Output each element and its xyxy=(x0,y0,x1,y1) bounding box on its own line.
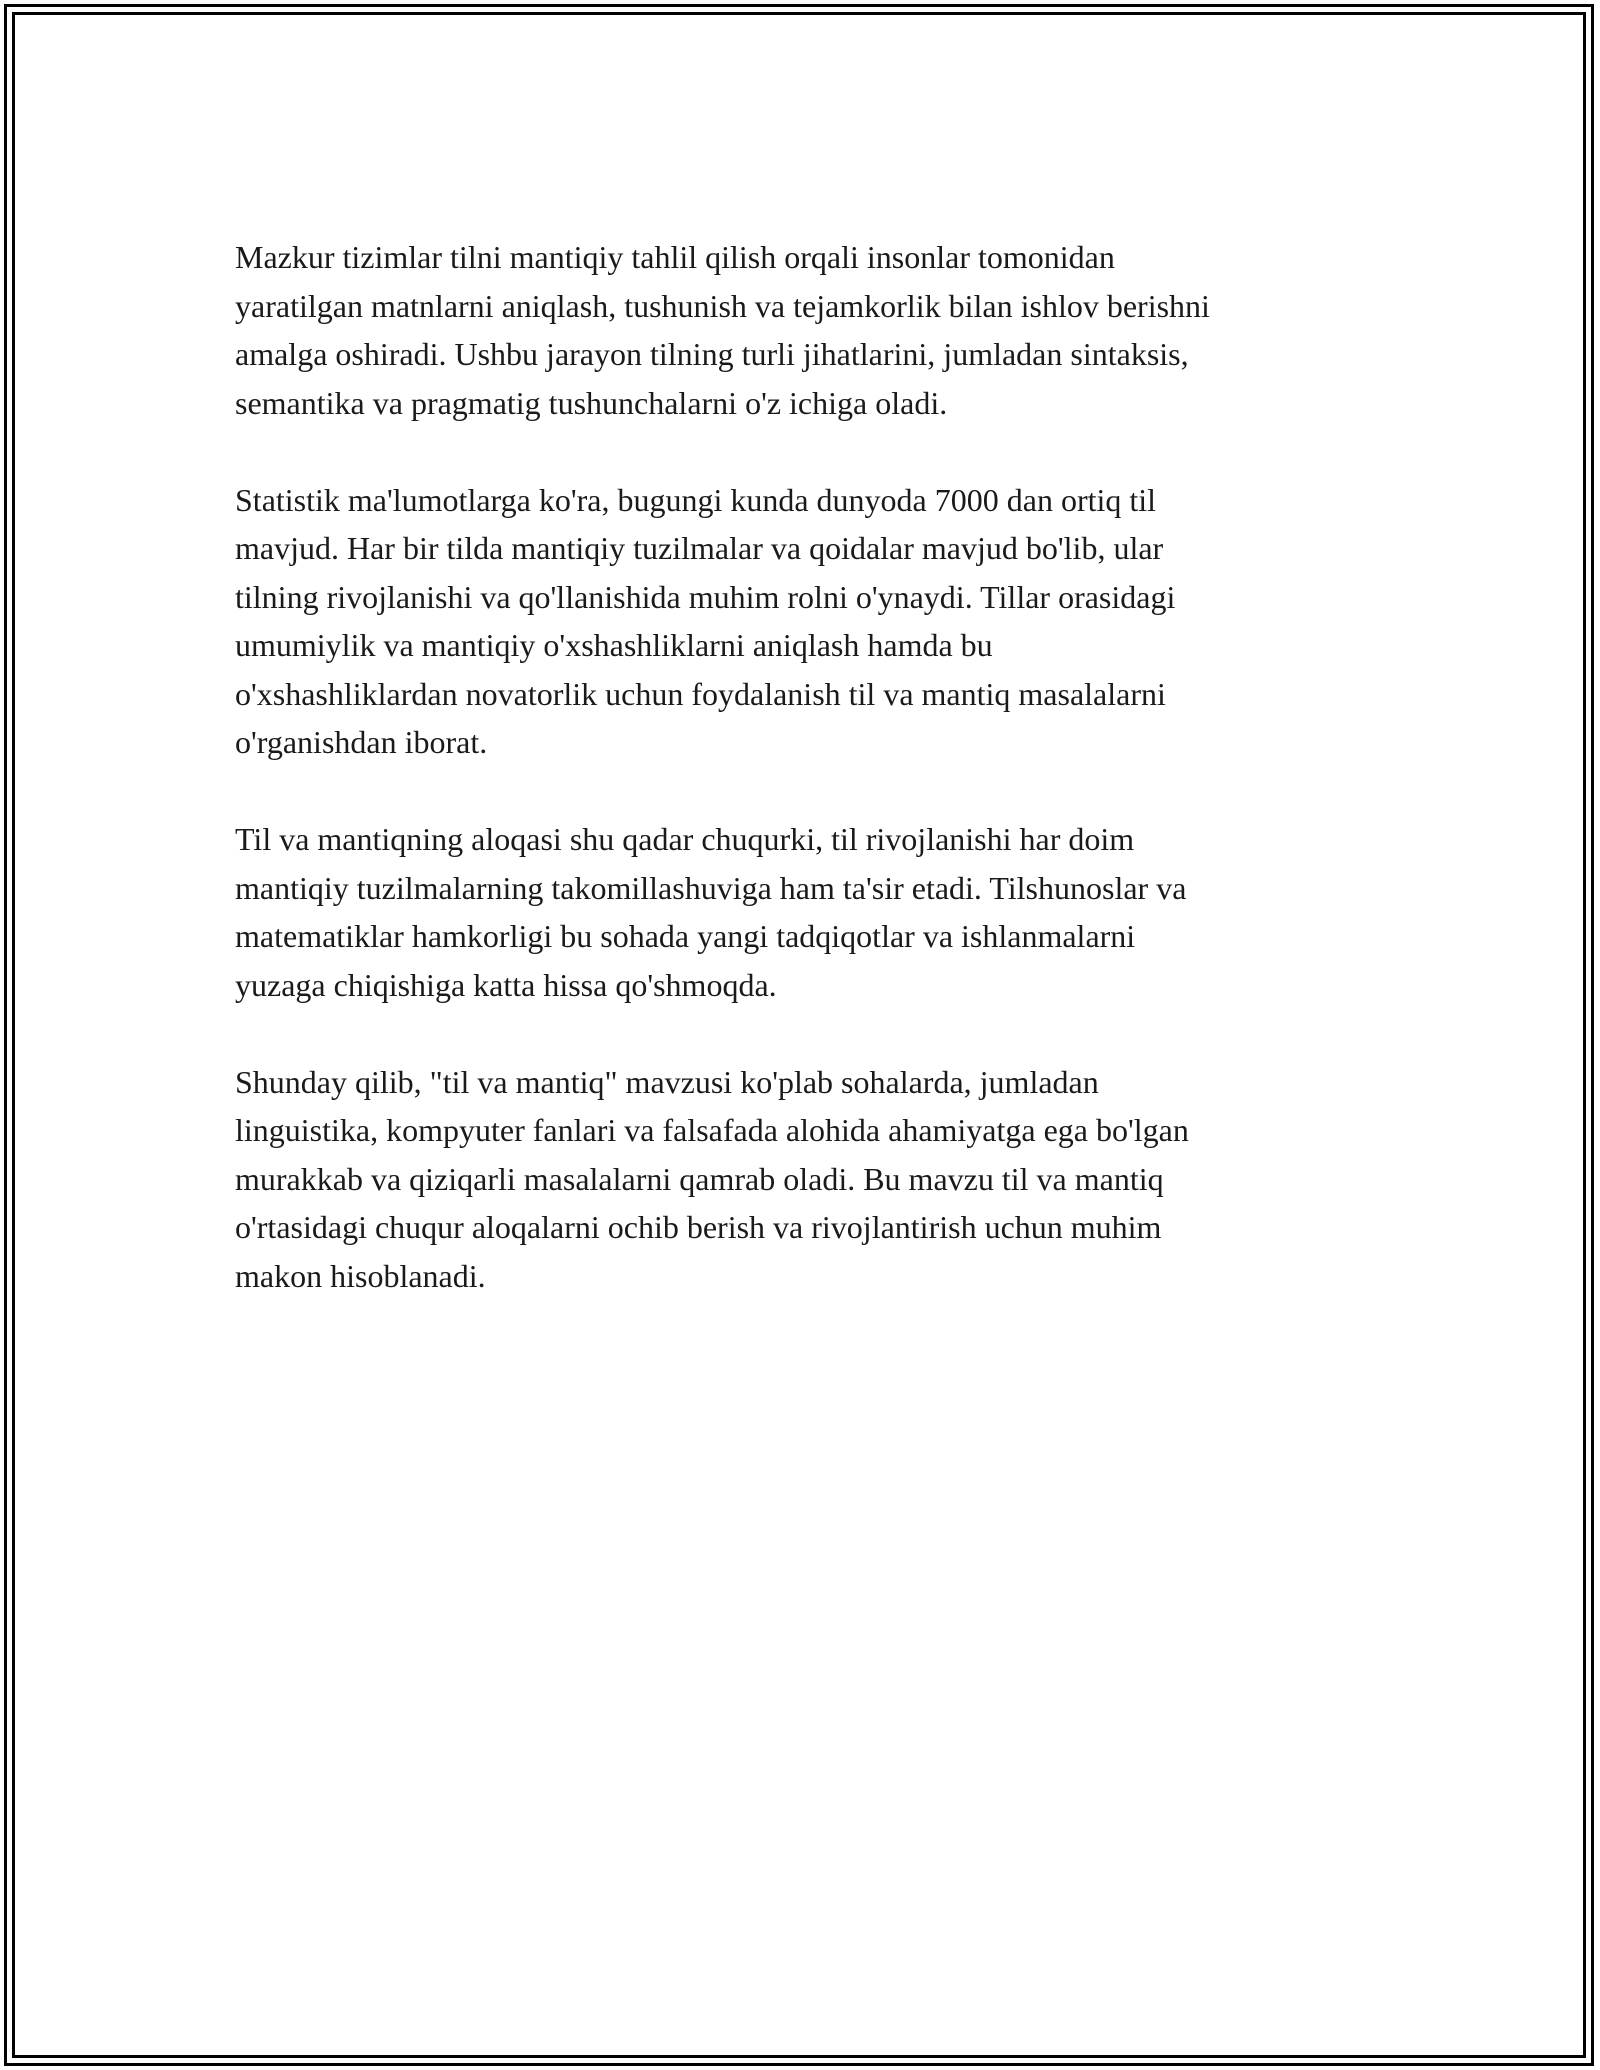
text-line: mantiqiy tuzilmalarning takomillashuviga ham ta'sir etadi. Tilshunoslar va xyxy=(235,869,1187,906)
text-line: o'rganishdan iborat. xyxy=(235,724,488,760)
paragraph-2 xyxy=(235,476,1365,767)
text-line: tilning rivojlanishi va qo'llanishida muhim rolni o'ynaydi. Tillar orasidagi xyxy=(235,578,1176,615)
document-body xyxy=(235,233,1365,1349)
text-line: Mazkur tizimlar tilni mantiqiy tahlil qilish orqali insonlar tomonidan xyxy=(235,239,1115,275)
text-line: mavjud. Har bir tilda mantiqiy tuzilmalar va qoidalar mavjud bo'lib, ular xyxy=(235,530,1164,566)
text-line: Shunday qilib, "til va mantiq" mavzusi ko'plab sohalarda, jumladan xyxy=(235,1063,1099,1100)
text-line: o'rtasidagi chuqur aloqalarni ochib berish va rivojlantirish uchun muhim xyxy=(235,1209,1162,1245)
text-line: makon hisoblanadi. xyxy=(235,1257,486,1294)
text-line: semantika va pragmatig tushunchalarni o'z ichiga oladi. xyxy=(235,384,948,421)
text-line: yaratilgan matnlarni aniqlash, tushunish va tejamkorlik bilan ishlov berishni xyxy=(235,287,1210,324)
text-line: murakkab va qiziqarli masalalarni qamrab oladi. Bu mavzu til va mantiq xyxy=(235,1160,1164,1197)
text-line: amalga oshiradi. Ushbu jarayon tilning turli jihatlarini, jumladan sintaksis, xyxy=(235,336,1189,372)
text-line: yuzaga chiqishiga katta hissa qo'shmoqda. xyxy=(235,966,777,1003)
text-line: Til va mantiqning aloqasi shu qadar chuqurki, til rivojlanishi har doim xyxy=(235,821,1135,857)
paragraph-1 xyxy=(235,233,1365,427)
text-line: matematiklar hamkorligi bu sohada yangi tadqiqotlar va ishlanmalarni xyxy=(235,918,1136,954)
text-line: o'xshashliklardan novatorlik uchun foydalanish til va mantiq masalalarni xyxy=(235,675,1166,712)
text-line: Statistik ma'lumotlarga ko'ra, bugungi kunda dunyoda 7000 dan ortiq til xyxy=(235,481,1157,518)
text-line: linguistika, kompyuter fanlari va falsafada alohida ahamiyatga ega bo'lgan xyxy=(235,1112,1189,1148)
text-line: umumiylik va mantiqiy o'xshashliklarni aniqlash hamda bu xyxy=(235,627,993,663)
paragraph-3 xyxy=(235,815,1365,1009)
paragraph-4 xyxy=(235,1058,1365,1301)
